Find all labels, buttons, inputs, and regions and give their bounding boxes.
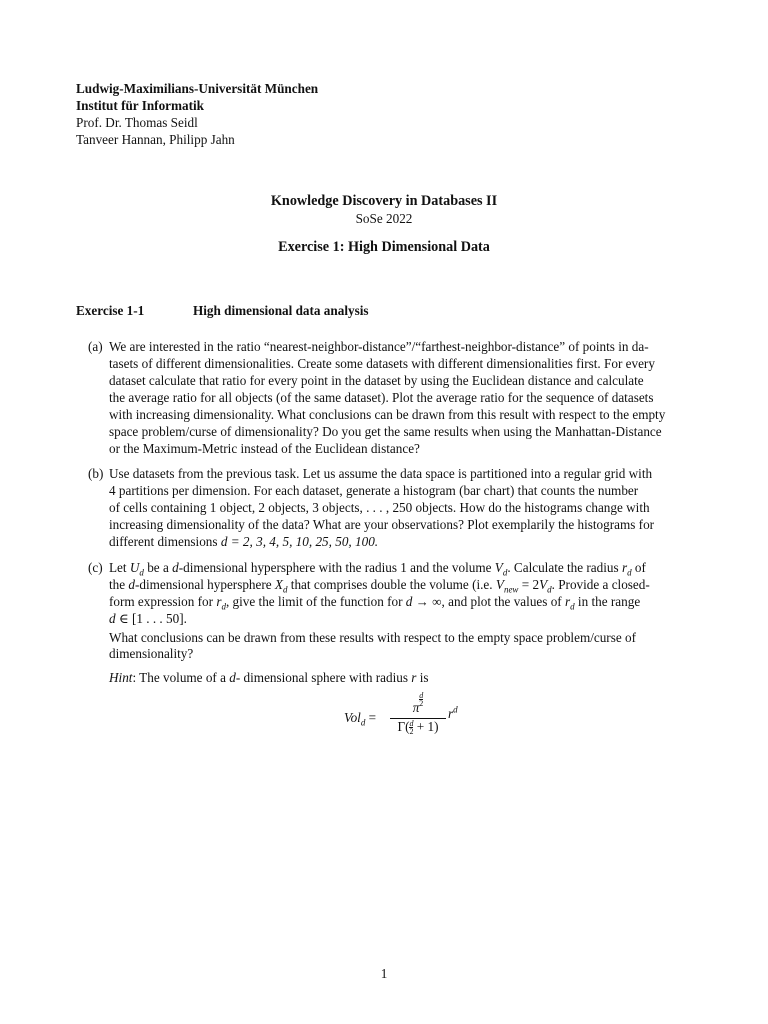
header-block: [76, 81, 676, 149]
text-run: -dimensional hypersphere: [135, 577, 275, 592]
part-a-line: dataset calculate that ratio for every point in the dataset by using the Euclidean distance and calculate: [109, 373, 644, 388]
text-run: Let: [109, 560, 130, 575]
formula-r-exponent: d: [453, 704, 458, 715]
math-var: d: [172, 560, 179, 575]
formula-equals: =: [365, 710, 377, 725]
text-run: form expression for: [109, 594, 217, 609]
hint-line: [109, 670, 697, 686]
text-run: that comprises double the volume (i.e.: [287, 577, 496, 592]
part-b-dimensions-math: d = 2, 3, 4, 5, 10, 25, 50, 100.: [220, 534, 379, 549]
part-b-line: of cells containing 1 object, 2 objects, 3 objects, . . . , 250 objects. How do the histograms change with: [109, 500, 650, 515]
math-var: X: [274, 577, 283, 592]
math-var: d: [229, 670, 236, 685]
text-run: ∈ [1 . . . 50].: [115, 611, 187, 626]
course-title: Knowledge Discovery in Databases II: [270, 193, 498, 209]
formula-vol: Vol: [344, 710, 361, 725]
follow-up-line: dimensionality?: [109, 646, 194, 661]
formula-plus-one: + 1): [413, 719, 439, 734]
math-subscript: d: [570, 601, 575, 612]
part-b-label: (b): [88, 466, 104, 481]
part-a-line: the average ratio for all objects (of the same dataset). Plot the average ratio for the sequence of datasets: [109, 390, 654, 405]
formula-exponent: [419, 692, 423, 707]
math-subscript: d: [547, 584, 552, 595]
text-run: , give the limit of the function for: [225, 594, 406, 609]
part-b-line: Use datasets from the previous task. Let us assume the data space is partitioned into a regular grid with: [109, 466, 653, 481]
math-var: r: [216, 594, 222, 609]
math-subscript: d: [221, 601, 226, 612]
hint-label: Hint: [109, 670, 133, 685]
follow-up-question: [109, 630, 697, 662]
math-subscript: d: [627, 567, 632, 578]
follow-up-line: What conclusions can be drawn from these results with respect to the empty space problem/curse of: [109, 630, 636, 645]
part-b-line: increasing dimensionality of the data? What are your observations? Plot exemplarily the histograms for: [109, 517, 655, 532]
math-var: d: [405, 594, 413, 609]
part-b-line: 4 partitions per dimension. For each dataset, generate a histogram (bar chart) that counts the number: [109, 483, 639, 498]
formula-gamma: Γ(: [397, 719, 410, 734]
math-var: r: [621, 560, 628, 575]
text-run: - dimensional sphere with radius: [235, 670, 412, 685]
formula-numerator: [390, 691, 446, 716]
text-run: = 2: [518, 577, 540, 592]
formula-lhs: [344, 710, 376, 726]
semester-label: SoSe 2022: [355, 211, 413, 226]
math-var: U: [129, 560, 140, 575]
formula-exp-num: d: [419, 691, 424, 700]
page-number: 1: [380, 966, 388, 981]
text-run: the: [109, 577, 129, 592]
math-var: V: [494, 560, 503, 575]
exercise-sheet-title: Exercise 1: High Dimensional Data: [278, 239, 490, 255]
exercise-title: High dimensional data analysis: [193, 303, 369, 318]
part-c-line: [109, 560, 697, 576]
formula-inner-den: 2: [409, 727, 414, 737]
tutor-names: Tanveer Hannan, Philipp Jahn: [76, 132, 235, 147]
part-c-line: [109, 577, 697, 593]
text-run: -dimensional hypersphere with the radius 1 and the volume: [178, 560, 495, 575]
math-var: d: [109, 611, 116, 626]
part-c-label: (c): [88, 560, 103, 575]
formula-denominator: [390, 719, 446, 735]
text-run: be a: [143, 560, 173, 575]
formula-inner-num: d: [409, 719, 414, 729]
part-c-line: [109, 594, 697, 610]
math-subscript: new: [503, 584, 519, 595]
part-b-line: [109, 534, 697, 550]
formula-lhs-subscript: d: [360, 717, 366, 728]
formula-exp-den: 2: [419, 699, 424, 708]
text-run: is: [416, 670, 429, 685]
math-subscript: d: [502, 567, 508, 578]
text-run: in the range: [574, 594, 641, 609]
formula-pi: π: [412, 700, 420, 715]
math-var: V: [539, 577, 548, 592]
volume-formula: [0, 691, 768, 746]
text-run: : The volume of a: [132, 670, 230, 685]
math-var: d: [128, 577, 136, 592]
text-run: . Calculate the radius: [507, 560, 622, 575]
formula-r: r: [448, 706, 454, 721]
part-c-line: [109, 611, 697, 627]
part-a-line: tasets of different dimensionalities. Create some datasets with different dimensionalities first. For every: [109, 356, 655, 371]
exercise-number: Exercise 1-1: [76, 303, 145, 318]
part-a-line: space problem/curse of dimensionality? Do you get the same results when using the Manhattan-Distance: [109, 424, 662, 439]
professor-name: Prof. Dr. Thomas Seidl: [76, 115, 198, 130]
text-run: → ∞, and plot the values of: [412, 594, 565, 609]
math-subscript: d: [282, 584, 288, 595]
math-subscript: d: [139, 567, 144, 578]
formula-rhs: [448, 706, 458, 722]
math-var: r: [564, 594, 571, 609]
math-var: V: [495, 577, 504, 592]
part-a-line: We are interested in the ratio “nearest-neighbor-distance”/“farthest-neighbor-distance” of points in da-: [109, 339, 649, 354]
institute-name: Institut für Informatik: [76, 98, 204, 113]
text-run: of: [631, 560, 646, 575]
part-a-line: or the Maximum-Metric instead of the Euclidean distance?: [109, 441, 420, 456]
part-a-label: (a): [88, 339, 103, 354]
part-a-line: with increasing dimensionality. What conclusions can be drawn from this result with respect to the empty: [109, 407, 666, 422]
math-var: r: [411, 670, 417, 685]
university-name: Ludwig-Maximilians-Universität München: [76, 81, 319, 96]
part-b-text: different dimensions: [109, 534, 221, 549]
text-run: . Provide a closed-: [551, 577, 650, 592]
